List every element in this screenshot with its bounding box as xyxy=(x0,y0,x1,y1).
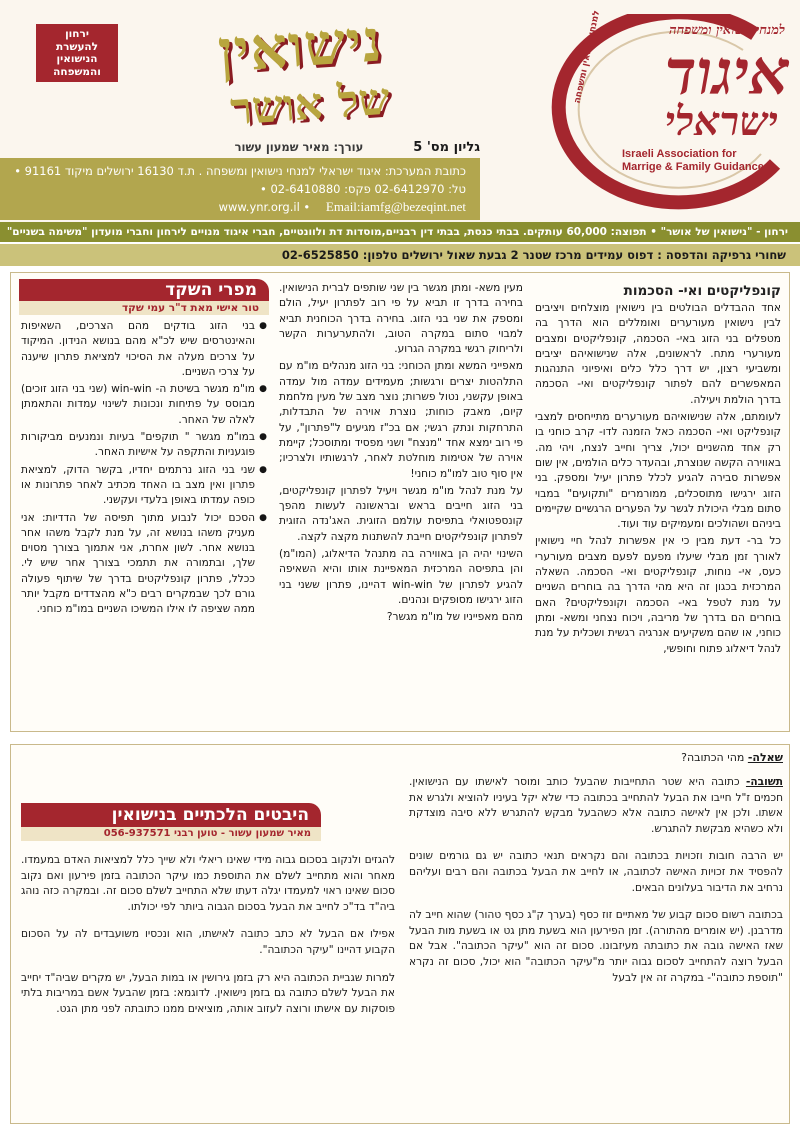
bullet-item: ● הסכם יכול לנבוע מתוך תפיסה של הדדיות: אני מעניק משהו בנושא זה, על מנת לקבל משהו אחר בנושא אחר. לשון אחרת, אני אתמוך בצורך מסוים שלך, ובתמורה את תתמכי בצורך אחר שיש לי. ככלל, פתרון קונפליקטים בדרך של שיתוף פעולה גורם לכך שבמקרים רבים כ"א מהצדדים מקבל יותר ממה שציפה לו אילו המשיכו השניים במו"מ כוחני. xyxy=(21,511,267,618)
bullet-item: ● שני בני הזוג נרתמים יחדיו, בקשר הדוק, למציאת פתרון ואין מצב בו האחד מכתיב לאחר פתרונות או כופה עמדתו באופן בלעדי ועקשני. xyxy=(21,463,267,509)
bullet-item: ● מו"מ מגשר בשיטת ה- win-win (שני בני הזוג זוכים) מבוסס על פתיחות ונכונות לשינוי עמדות והתאמתן לאלה של האחר. xyxy=(21,382,267,428)
logo-hebrew-word-1: איגוד xyxy=(664,36,789,109)
web-contact xyxy=(8,198,466,216)
bullet-item: ● במו"מ מגשר " תוקפים" בעיות ונמנעים מביקורות פוגעניות והתקפה על אישיות האחר. xyxy=(21,430,267,461)
paragraph: לעומתם, אלה שנישואיהם מעורערים מתייחסים למצבי קונפליקט ואי- הסכמה כאל הזמנה לדו- קרב כוחני בו רק אחד מהשניים יכול, צריך וחייב לנצח, ויהי מה. באווירה הקשה שנוצרת, ובהעדר כלים הולמים, אין שום אפשרות סבירה להגיע לכלל פתרון יעיל ומספק. בני הזוג ירגישו מתוסכלים, ממורמרים "ותקועים" במבוי סתום מבלי היכולת לגשר על הפערים הרגשיים שקיימים ביניהם ושהולכים ומעמיקים עוד ועוד. xyxy=(535,411,781,531)
answer-label: תשובה- xyxy=(745,776,783,788)
email-link[interactable]: Email:iamfg@bezeqint.net xyxy=(325,199,466,214)
column-header-halacha: היבטים הלכתיים בנישואין xyxy=(21,803,321,827)
masthead-title: נישואין xyxy=(215,6,385,86)
article-section-conflicts xyxy=(10,272,790,732)
phone-fax: טל: 02-6412970 פקס: 02-6410880 • xyxy=(260,182,466,196)
masthead xyxy=(0,0,800,236)
paragraph: כל בר- דעת מבין כי אין אפשרות לנהל חיי נישואין לאורך זמן מבלי שיעלו מפעם לפעם מצבים מעורערי כעס, אי- נוחות, קונפליקטים ואי- הסכמה. השאלה המרכזית בכגון זה היא מהי הדרך בה בוחרים השניים על מנת לטפל באי- הסכמה וקונפליקטים? האם בוחרים הם בדרך של מריבה, ויכוח נצחני ומשא- ומתן כוחני, או שהם משקיעים אנרגיה רגשית ושכלית על מנת לנהל דיאלוג פתוח וחופשי, xyxy=(535,535,781,655)
logo-english-name xyxy=(622,148,792,174)
logo-english-line-2: Marrige & Family Guidance xyxy=(622,161,764,173)
article-column-right xyxy=(535,301,781,659)
postal-address: כתובת המערכת: איגוד ישראלי למנחי נישואין ומשפחה . ת.ד 16130 ירושלים מיקוד 91161 • xyxy=(14,164,466,178)
paragraph: על מנת לנהל מו"מ מגשר ויעיל לפתרון קונפליקטים, בני הזוג חייבים בראש ובראשונה לעשות מהפך קונספטואלי בתפיסת עולמם הזוגית. האג'נדה הזוגית לפתרון קונפליקטים חייבת להשתנות מקצה לקצה. xyxy=(279,484,523,543)
monthly-badge xyxy=(36,24,118,82)
paragraph: להגזים ולנקוב בסכום גבוה מידי שאינו ריאלי ולא שייך כלל למציאות האדם במעמדו. מאחר והוא מתחייב לשלם את התוספת כמו עיקר הכתובה בזמן פירעון ואם נקוב סכום שאינו ראוי למעמדו יגלה דעתו שלא התחייב לשלם סכום זה. ובמקרה כזה נוהג ביה"ד בד"כ לחייב את הבעל בסכום הגבוה ביותר לפי יכולתו. xyxy=(21,854,395,913)
question-text: מהי הכתובה? xyxy=(681,751,748,764)
question-line xyxy=(409,751,783,764)
distribution-bar: ירחון - "נישואין של אושר" • תפוצה: 60,000 עותקים. בבתי כנסת, בבתי דין רבניים,מוסדות דת ולוונטיים, חברי איגוד מנויים לירחון וחברי מועדון "משימה בשניים" xyxy=(0,222,800,242)
editor-credit: עורך: מאיר שמעון עשור xyxy=(234,140,364,154)
masthead-subtitle: של אושר xyxy=(228,73,392,136)
paragraph: מעין משא- ומתן מגשר בין שני שותפים לברית הנישואין. בחירה בדרך זו תביא על פי רוב לפתרון יעיל, הולם ומספק את שני בני הזוג. בחירה בדרך הכוחנית תביא למבוי סתום במקרה הטוב, ולהתערערות הקשר ולריחוק רגשי במקרה הגרוע. xyxy=(279,282,523,356)
badge-line: הנישואין xyxy=(56,53,98,65)
paragraph: מאפייני המשא ומתן הכוחני: בני הזוג מנהלים מו"מ עם התלהטות יצרים ורגשות; מעמידים עמדה מול עמדה באופן עקשני, נטול פשרות; נוצר מצב של מעין מלחמת קיום, מאבק כוחות; נוצרת אוירה של התבדלות, התרחקות ונתק רגשי; אם בכ"ז מגיעים ל"פתרון", על פי רוב ימצא אחד "מנצח" ושני מפסיד ומתוסכל; קיימת אוירה של אטימות מוחלטת לאחר, לרגשותיו ולצרכיו; אין סוף טוב למו"מ כוחני! xyxy=(279,360,523,480)
paragraph: מהם מאפייניו של מו"מ מגשר? xyxy=(386,611,523,624)
badge-line: ירחון xyxy=(65,28,89,40)
logo-hebrew-word-2: ישראלי xyxy=(664,98,778,145)
article-section-halacha xyxy=(10,744,790,1124)
address-band xyxy=(0,158,480,220)
paragraph: אפילו אם הבעל לא כתב כתובה לאישתו, הוא ונכסיו משועבדים לה על הסכום הקבוע דהיינו "עיקר הכתובה". xyxy=(21,928,395,956)
logo-ring-text: למנחי נישואין ומשפחה xyxy=(572,9,603,105)
article-column-left xyxy=(21,319,267,620)
paragraph: למרות שגביית הכתובה היא רק בזמן גירושין או במות הבעל, יש מקרים שביה"ד יחייב את הבעל לשלם כתובה גם בזמן נישואין. לדוגמא: בזמן שהבעל אשם במריבות בלתי פוסקות עם אישתו ורוצה לעזוב אותה, מוציאים ממנו כתובתה לפני מתן הגט. xyxy=(21,971,395,1015)
answer-text: כתובה היא שטר התחייבות שהבעל כותב ומוסר לאישתו עם הנישואין. חכמים ז"ל חייבו את הבעל להתחייב בכתובה כדי שלא יקל בעיניו להוציא ולגרש את אשתו. ולכן אין לאישה כתובה אלא כשהבעל מבקש להתגרש ללא סיבה מוצדקת ולא כשהיא מבקשת להתגרש. xyxy=(409,776,783,835)
paragraph: בכתובה רשום סכום קבוע של מאתיים זוז כסף (בערך ק"ג כסף טהור) שהוא חייב לה מדרבנן. (יש אומרים מהתורה). זמן הפירעון הוא בשעת מתן גט או בשעת מות הבעל שאז האישה גובה את כתובתה מעיזבונו. סכום זה הוא "עיקר הכתובה". אבל אם הבעל רוצה להתחייב לסכום גבוה יותר מ"עיקר הכתובה" הוא יכול, סכום זה נקרא "תוספת כתובה"- במקרה זה אין לבעל xyxy=(409,909,783,984)
paragraph: יש הרבה חובות וזכויות בכתובה והם נקראים תנאי כתובה יש גם גורמים שונים להפסיד את זכויות האישה לכתובה, או לחייב את הבעל בכתובה והם רבים ועליהם נרחיב את הדיבור בעלונים הבאים. xyxy=(409,850,783,894)
column-byline-shaked: טור אישי מאת ד"ר עמי שקד xyxy=(19,301,269,315)
issue-number: גליון מס' 5 xyxy=(413,140,480,155)
paragraph xyxy=(409,775,783,837)
bullet-item: ● בני הזוג בודקים מהם הצרכים, השאיפות והאינטרסים שיש לכ"א מהם בנושא הנידון. המיקוד על צרכים מעלה את הסיכוי למציאת פתרון שיענה על צרכי השניים. xyxy=(21,319,267,380)
logo-tagline: למנחי נישואין ומשפחה xyxy=(669,23,785,38)
article-column-middle xyxy=(279,281,523,628)
answer-column xyxy=(409,775,783,998)
paragraph: אחד ההבדלים הבולטים בין נישואין מוצלחים ויציבים לבין נישואין מעורערים ואומללים הוא הדרך בה מטפלים בני הזוג באי- הסכמה, קונפליקטים ומצבים מעורערי מתח. לראשונים, אלה שנישואיהם יציבים ומשביעי רצון, יש דרך כלל כלים ואיפיוני התנהגות המאפשרים להם לפתור קונפליקטים ואי- הסכמה בדרך הולמת ויעילה. xyxy=(535,302,781,406)
print-credit-bar: שחורי גרפיקה והדפסה : דפוס עמידים מרכז שטנר 2 גבעת שאול ירושלים טלפון: 02-6525850 xyxy=(0,244,800,266)
question-label: שאלה- xyxy=(747,751,783,764)
logo-english-line-1: Israeli Association for xyxy=(622,148,737,160)
article-title-conflicts: קונפליקטים ואי- הסכמות xyxy=(623,283,781,299)
column-header-shaked: מפרי השקד xyxy=(19,279,269,301)
issue-line xyxy=(20,140,480,155)
column-byline-halacha: מאיר שמעון עשור - טוען רבני 056-937571 xyxy=(21,827,321,841)
badge-line: והמשפחה xyxy=(53,65,101,78)
badge-line: להעשרת xyxy=(55,40,98,53)
paragraph: השינוי יהיה הן באווירה בה מתנהל הדיאלוג, (המו"מ) והן בתפיסה המרכזית המאפיינת אותו והיא השאיפה להגיע לפתרון של win-win דהיינו, פתרון ששני בני הזוג ירגישו מסופקים ונהנים. xyxy=(279,548,523,606)
website-link[interactable]: www.ynr.org.il • xyxy=(218,200,311,214)
halacha-column xyxy=(21,853,395,1029)
